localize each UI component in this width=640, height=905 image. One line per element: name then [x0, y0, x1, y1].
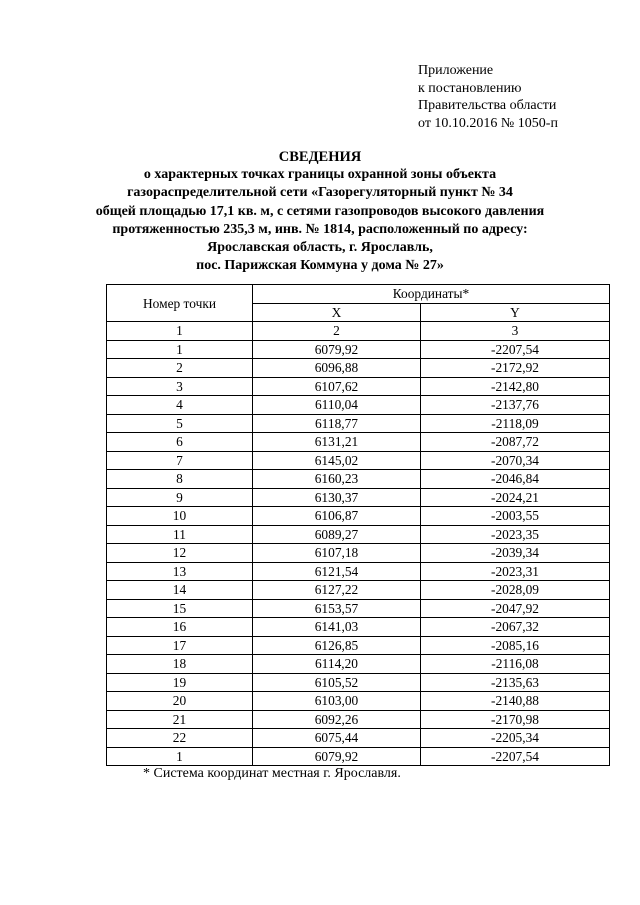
header-point-number: Номер точки [107, 285, 253, 322]
point-number-cell: 6 [107, 433, 253, 452]
point-number-cell: 2 [107, 359, 253, 378]
point-number-cell: 9 [107, 488, 253, 507]
y-coordinate-cell: -2047,92 [421, 599, 610, 618]
header-x: X [253, 303, 421, 322]
point-number-cell: 1 [107, 747, 253, 766]
point-number-cell: 19 [107, 673, 253, 692]
point-number-cell: 5 [107, 414, 253, 433]
table-row [107, 599, 610, 618]
table-row [107, 581, 610, 600]
point-number-cell: 12 [107, 544, 253, 563]
x-coordinate-cell: 6110,04 [253, 396, 421, 415]
point-number-cell: 3 [107, 377, 253, 396]
table-row [107, 525, 610, 544]
table-header-row [107, 285, 610, 304]
x-coordinate-cell: 6075,44 [253, 729, 421, 748]
document-title: СВЕДЕНИЯ [278, 149, 362, 165]
table-row [107, 488, 610, 507]
table-row [107, 618, 610, 637]
appendix-line: к постановлению [418, 80, 522, 96]
x-coordinate-cell: 6105,52 [253, 673, 421, 692]
y-coordinate-cell: -2003,55 [421, 507, 610, 526]
y-coordinate-cell: -2170,98 [421, 710, 610, 729]
x-coordinate-cell: 6121,54 [253, 562, 421, 581]
heading-line: газораспределительной сети «Газорегуляторный пункт № 34 [127, 185, 513, 201]
x-coordinate-cell: 6107,18 [253, 544, 421, 563]
table-row [107, 636, 610, 655]
y-coordinate-cell: -2142,80 [421, 377, 610, 396]
point-number-cell: 18 [107, 655, 253, 674]
y-coordinate-cell: -2085,16 [421, 636, 610, 655]
point-number-cell: 15 [107, 599, 253, 618]
y-coordinate-cell: -2046,84 [421, 470, 610, 489]
y-coordinate-cell: -2140,88 [421, 692, 610, 711]
table-row [107, 414, 610, 433]
table-row [107, 562, 610, 581]
x-coordinate-cell: 6107,62 [253, 377, 421, 396]
point-number-cell: 21 [107, 710, 253, 729]
column-number: 3 [421, 322, 610, 341]
heading-line: пос. Парижская Коммуна у дома № 27» [196, 258, 444, 274]
x-coordinate-cell: 6153,57 [253, 599, 421, 618]
point-number-cell: 8 [107, 470, 253, 489]
header-coordinates: Координаты* [253, 285, 610, 304]
column-numbers-row [107, 322, 610, 341]
column-number: 1 [107, 322, 253, 341]
coordinates-table [106, 284, 610, 766]
table-row [107, 359, 610, 378]
y-coordinate-cell: -2205,34 [421, 729, 610, 748]
x-coordinate-cell: 6160,23 [253, 470, 421, 489]
table-row [107, 433, 610, 452]
point-number-cell: 13 [107, 562, 253, 581]
table-row [107, 340, 610, 359]
y-coordinate-cell: -2207,54 [421, 747, 610, 766]
table-row [107, 451, 610, 470]
y-coordinate-cell: -2207,54 [421, 340, 610, 359]
point-number-cell: 17 [107, 636, 253, 655]
y-coordinate-cell: -2024,21 [421, 488, 610, 507]
y-coordinate-cell: -2028,09 [421, 581, 610, 600]
table-row [107, 655, 610, 674]
table-row [107, 673, 610, 692]
x-coordinate-cell: 6079,92 [253, 340, 421, 359]
x-coordinate-cell: 6106,87 [253, 507, 421, 526]
x-coordinate-cell: 6131,21 [253, 433, 421, 452]
point-number-cell: 14 [107, 581, 253, 600]
header-y: Y [421, 303, 610, 322]
y-coordinate-cell: -2039,34 [421, 544, 610, 563]
point-number-cell: 22 [107, 729, 253, 748]
appendix-block [418, 62, 558, 132]
point-number-cell: 7 [107, 451, 253, 470]
x-coordinate-cell: 6089,27 [253, 525, 421, 544]
y-coordinate-cell: -2118,09 [421, 414, 610, 433]
y-coordinate-cell: -2023,35 [421, 525, 610, 544]
y-coordinate-cell: -2172,92 [421, 359, 610, 378]
x-coordinate-cell: 6114,20 [253, 655, 421, 674]
heading-line: протяженностью 235,3 м, инв. № 1814, расположенный по адресу: [112, 221, 528, 237]
y-coordinate-cell: -2070,34 [421, 451, 610, 470]
table-row [107, 692, 610, 711]
y-coordinate-cell: -2116,08 [421, 655, 610, 674]
x-coordinate-cell: 6092,26 [253, 710, 421, 729]
point-number-cell: 20 [107, 692, 253, 711]
table-row [107, 710, 610, 729]
x-coordinate-cell: 6118,77 [253, 414, 421, 433]
x-coordinate-cell: 6127,22 [253, 581, 421, 600]
y-coordinate-cell: -2067,32 [421, 618, 610, 637]
y-coordinate-cell: -2023,31 [421, 562, 610, 581]
heading-line: общей площадью 17,1 кв. м, с сетями газопроводов высокого давления [95, 203, 545, 219]
y-coordinate-cell: -2135,63 [421, 673, 610, 692]
point-number-cell: 16 [107, 618, 253, 637]
table-row [107, 544, 610, 563]
document-heading [0, 148, 640, 276]
point-number-cell: 4 [107, 396, 253, 415]
x-coordinate-cell: 6079,92 [253, 747, 421, 766]
table-row [107, 747, 610, 766]
point-number-cell: 11 [107, 525, 253, 544]
table-row [107, 729, 610, 748]
heading-line: о характерных точках границы охранной зоны объекта [143, 167, 497, 182]
x-coordinate-cell: 6103,00 [253, 692, 421, 711]
x-coordinate-cell: 6145,02 [253, 451, 421, 470]
appendix-line: Приложение [418, 63, 494, 78]
x-coordinate-cell: 6141,03 [253, 618, 421, 637]
footnote: * Система координат местная г. Ярославля. [143, 766, 401, 781]
appendix-line: Правительства области [418, 98, 557, 113]
table-row [107, 396, 610, 415]
table-row [107, 470, 610, 489]
point-number-cell: 1 [107, 340, 253, 359]
heading-line: Ярославская область, г. Ярославль, [207, 240, 433, 256]
y-coordinate-cell: -2137,76 [421, 396, 610, 415]
table-row [107, 377, 610, 396]
appendix-line: от 10.10.2016 № 1050-п [418, 115, 558, 131]
x-coordinate-cell: 6126,85 [253, 636, 421, 655]
x-coordinate-cell: 6130,37 [253, 488, 421, 507]
table-row [107, 507, 610, 526]
x-coordinate-cell: 6096,88 [253, 359, 421, 378]
y-coordinate-cell: -2087,72 [421, 433, 610, 452]
column-number: 2 [253, 322, 421, 341]
point-number-cell: 10 [107, 507, 253, 526]
